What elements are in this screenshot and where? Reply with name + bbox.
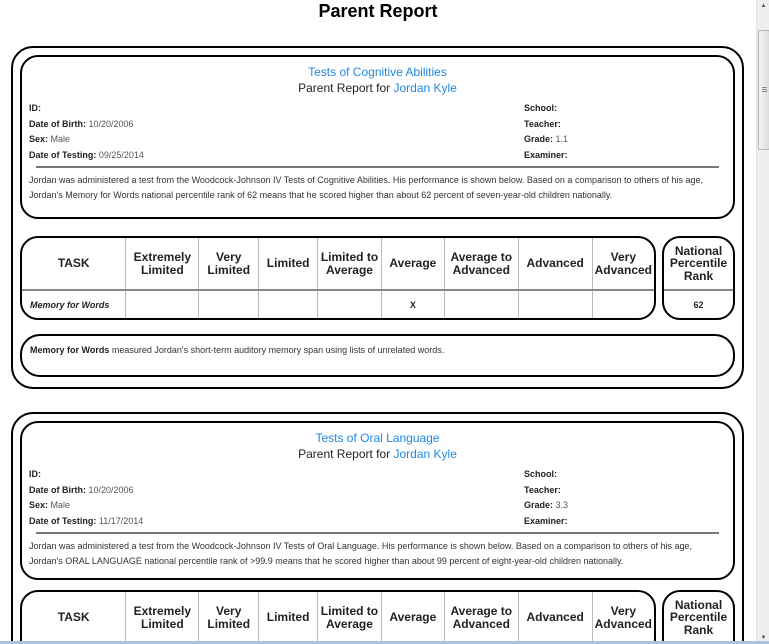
- col-average-to-advanced: Average to Advanced: [444, 238, 518, 290]
- report-for: [22, 80, 733, 96]
- col-extremely-limited: Extremely Limited: [126, 238, 199, 290]
- student-info-right: [524, 101, 568, 163]
- report-for-prefix: Parent Report for: [298, 447, 391, 461]
- cell: [259, 290, 318, 319]
- report-header-card: [20, 55, 735, 219]
- field-grade: Grade: 1.1: [524, 134, 569, 145]
- col-very-limited: Very Limited: [199, 238, 259, 290]
- cell: [592, 290, 654, 319]
- cell: [444, 290, 518, 319]
- col-national-percentile-rank: National Percentile Rank: [664, 592, 733, 644]
- report-for: [22, 446, 733, 462]
- vertical-scrollbar[interactable]: [756, 0, 769, 644]
- col-limited: Limited: [259, 592, 318, 644]
- npr-table: [662, 236, 735, 320]
- report-for-prefix: Parent Report for: [298, 81, 391, 95]
- field-examiner: Examiner:: [524, 149, 568, 160]
- task-name: Memory for Words: [30, 300, 110, 310]
- task-description-name: Memory for Words: [30, 345, 110, 355]
- student-info-right: [524, 467, 568, 529]
- student-name: Jordan Kyle: [393, 81, 457, 95]
- col-limited-to-average: Limited to Average: [318, 238, 382, 290]
- field-school: School:: [524, 469, 557, 479]
- col-very-limited: Very Limited: [199, 592, 259, 644]
- field-teacher: Teacher:: [524, 118, 561, 129]
- npr-value: 62: [693, 300, 704, 310]
- npr-table: [662, 590, 735, 644]
- report-header-card: [20, 421, 735, 580]
- field-date-of-testing: Date of Testing: 09/25/2014: [29, 149, 144, 160]
- col-task: TASK: [22, 238, 126, 290]
- performance-table: [20, 236, 656, 320]
- report-section-oral-language: [11, 412, 744, 644]
- col-limited-to-average: Limited to Average: [318, 592, 382, 644]
- field-school: School:: [524, 103, 557, 113]
- field-date-of-birth: Date of Birth: 10/20/2006: [29, 118, 134, 129]
- col-advanced: Advanced: [518, 592, 592, 644]
- col-national-percentile-rank: National Percentile Rank: [664, 238, 733, 290]
- performance-table: [20, 590, 656, 644]
- field-date-of-birth: Date of Birth: 10/20/2006: [29, 484, 134, 495]
- field-date-of-testing: Date of Testing: 11/17/2014: [29, 515, 144, 526]
- test-name: Tests of Oral Language: [315, 431, 440, 445]
- field-id: ID:: [29, 103, 41, 113]
- test-name: Tests of Cognitive Abilities: [308, 65, 447, 79]
- student-info-left: [29, 101, 144, 163]
- col-average: Average: [381, 238, 444, 290]
- col-extremely-limited: Extremely Limited: [126, 592, 199, 644]
- cell: [318, 290, 382, 319]
- col-very-advanced: Very Advanced: [592, 238, 654, 290]
- task-description: Memory for Words measured Jordan's short-term auditory memory span using lists of unrelated words.: [30, 345, 445, 355]
- field-teacher: Teacher:: [524, 484, 561, 495]
- field-id: ID:: [29, 469, 41, 479]
- col-task: TASK: [22, 592, 126, 644]
- student-name: Jordan Kyle: [393, 447, 457, 461]
- scroll-thumb[interactable]: [758, 30, 769, 150]
- cell: [518, 290, 592, 319]
- col-average: Average: [381, 592, 444, 644]
- col-limited: Limited: [259, 238, 318, 290]
- scroll-down-arrow-icon[interactable]: ▼: [760, 635, 767, 641]
- cell: [199, 290, 259, 319]
- col-advanced: Advanced: [518, 238, 592, 290]
- page-title: Parent Report: [318, 1, 438, 21]
- field-grade: Grade: 3.3: [524, 500, 569, 511]
- table-row: [22, 290, 654, 319]
- report-section-cognitive: [11, 46, 744, 389]
- divider: [36, 166, 719, 168]
- field-examiner: Examiner:: [524, 515, 568, 526]
- cell-mark: X: [381, 290, 444, 319]
- field-sex: Sex: Male: [29, 500, 71, 511]
- summary-paragraph: Jordan was administered a test from the Woodcock-Johnson IV Tests of Cognitive Abilities. His performance is shown below. Based on a comparison to others of his age, Jordan's Memory for Words national percentile rank of 62 means that he scored higher than about 62 percent of seven-year-old children nationally.: [29, 175, 704, 200]
- col-average-to-advanced: Average to Advanced: [444, 592, 518, 644]
- field-sex: Sex: Male: [29, 134, 71, 145]
- task-description-card: [20, 334, 735, 377]
- cell: [126, 290, 199, 319]
- summary-paragraph: Jordan was administered a test from the Woodcock-Johnson IV Tests of Oral Language. His performance is shown below. Based on a comparison to others of his age, Jordan's ORAL LANGUAGE national percentile rank of >99.9 means that he scored higher than about 99 percent of eight-year-old children nationally.: [29, 541, 693, 566]
- scroll-up-arrow-icon[interactable]: ▲: [760, 3, 767, 9]
- col-very-advanced: Very Advanced: [592, 592, 654, 644]
- student-info-left: [29, 467, 143, 529]
- grip-icon: [762, 87, 767, 92]
- divider: [36, 532, 719, 534]
